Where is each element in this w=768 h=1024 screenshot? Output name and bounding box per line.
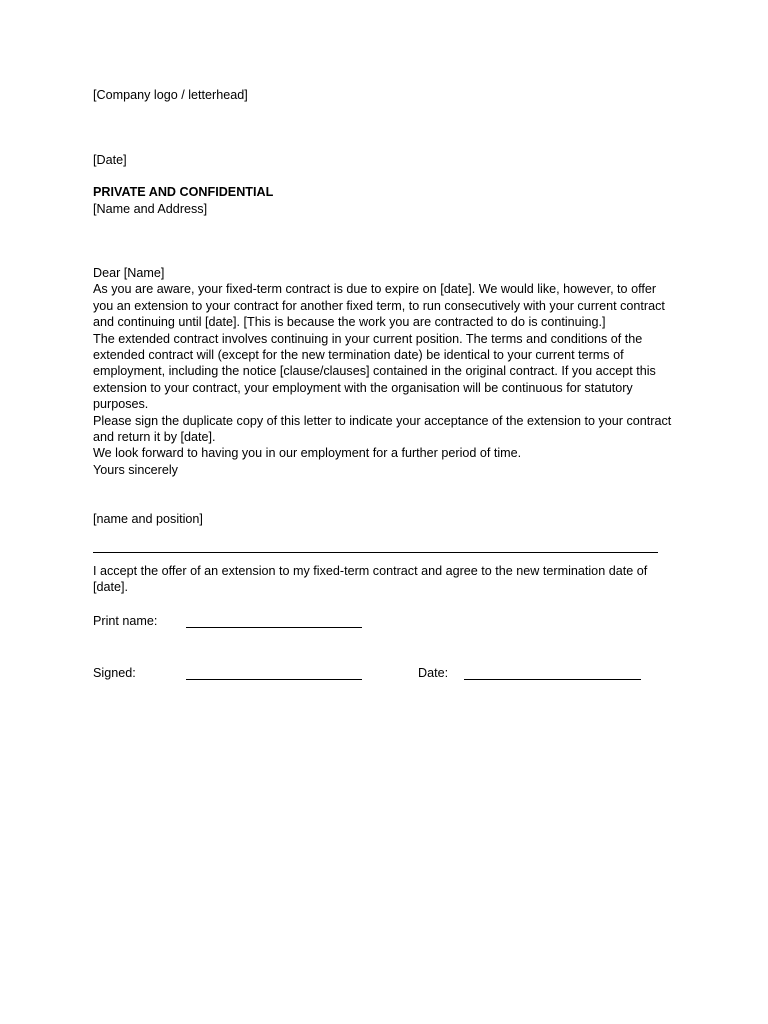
date-label: Date: xyxy=(418,666,449,680)
closing: Yours sincerely xyxy=(93,462,178,477)
signatory-placeholder: [name and position] xyxy=(93,512,203,526)
salutation: Dear [Name] xyxy=(93,266,165,280)
print-name-line[interactable] xyxy=(186,627,362,628)
body-paragraph-4: We look forward to having you in our employment for a further period of time. xyxy=(93,446,522,461)
section-divider xyxy=(93,552,658,553)
letter-date: [Date] xyxy=(93,153,127,167)
date-line[interactable] xyxy=(464,679,641,680)
recipient-name-address: [Name and Address] xyxy=(93,202,208,216)
signed-label: Signed: xyxy=(93,666,136,680)
body-paragraph-2: The extended contract involves continuing in your current position. The terms and conditions of the extended contract will (except for the new termination date) be identical to your current terms of employment, including the notice [clause/clauses] contained in the original contract. If you accept this extension to your contract, your employment with the organisation will be continuous for statutory purposes. xyxy=(93,331,656,412)
body-paragraph-1: As you are aware, your fixed-term contract is due to expire on [date]. We would like, however, to offer you an extension to your contract for another fixed term, to run consecutively with your current contract and continuing until [date]. [This is because the work you are contracted to do is continuing.] xyxy=(93,282,665,330)
body-paragraph-3: Please sign the duplicate copy of this letter to indicate your acceptance of the extension to your contract and return it by [date]. xyxy=(93,413,672,445)
confidential-heading: PRIVATE AND CONFIDENTIAL xyxy=(93,185,274,199)
acceptance-statement: I accept the offer of an extension to my fixed-term contract and agree to the new termination date of [date]. xyxy=(93,564,648,595)
letterhead-placeholder: [Company logo / letterhead] xyxy=(93,88,248,102)
signature-line[interactable] xyxy=(186,679,362,680)
print-name-label: Print name: xyxy=(93,614,158,628)
letter-body xyxy=(93,265,678,478)
